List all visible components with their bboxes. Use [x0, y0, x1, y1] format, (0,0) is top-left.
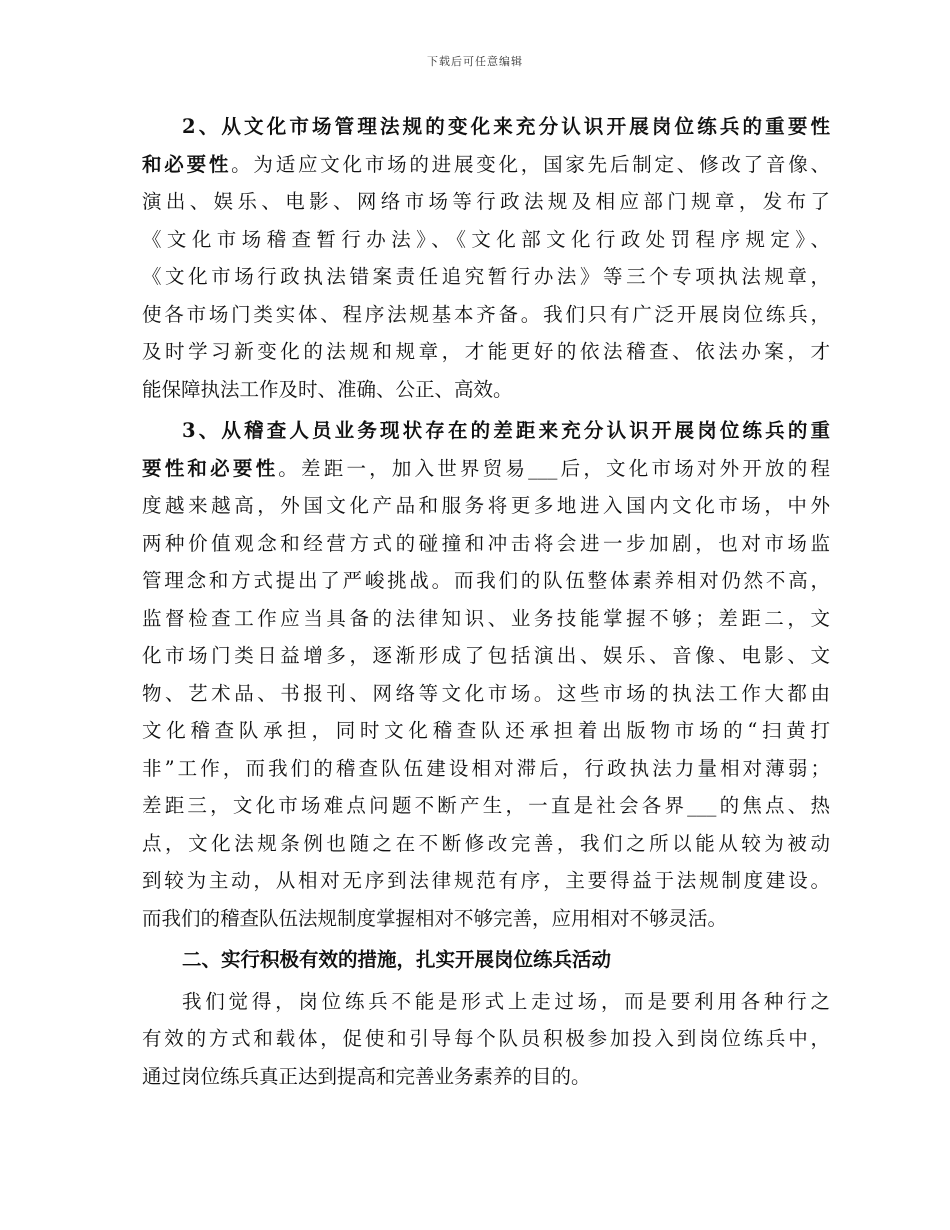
text-line — [142, 258, 830, 296]
page-header-note: 下载后可任意编辑 — [427, 55, 523, 68]
text-line — [142, 412, 830, 450]
document-body — [142, 108, 830, 1095]
text-line — [142, 787, 830, 825]
text-segment: 化市场门类日益增多，逐渐形成了包括演出、娱乐、音像、电影、文 — [142, 644, 830, 667]
text-segment: 使各市场门类实体、程序法规基本齐备。我们只有广泛开展岗位练兵， — [142, 302, 830, 326]
paragraph — [142, 108, 830, 408]
text-segment: 文化稽查队承担，同时文化稽查队还承担着出版物市场的“扫黄打 — [142, 719, 830, 742]
paragraph — [142, 941, 830, 979]
text-segment: 有效的方式和载体，促使和引导每个队员积极参加投入到岗位练兵中， — [142, 1027, 830, 1050]
text-segment: 能保障执法工作及时、准确、公正、高效。 — [142, 377, 513, 401]
text-line — [142, 941, 830, 979]
text-segment: 点，文化法规条例也随之在不断修改完善，我们之所以能从较为被动 — [142, 831, 830, 855]
bold-text-segment: 和必要性 — [142, 152, 232, 176]
text-line — [142, 1058, 830, 1096]
text-line — [142, 221, 830, 259]
text-line — [142, 600, 830, 638]
text-line — [142, 333, 830, 371]
text-segment: 监督检查工作应当具备的法律知识、业务技能掌握不够；差距二，文 — [142, 606, 830, 630]
text-segment: 《文化市场行政执法错案责任追究暂行办法》等三个专项执法规章， — [142, 265, 830, 288]
text-segment: 管理念和方式提出了严峻挑战。而我们的队伍整体素养相对仍然不高， — [142, 569, 830, 592]
text-line — [142, 1020, 830, 1058]
text-line — [142, 825, 830, 863]
text-line — [142, 675, 830, 713]
bold-text-segment: 要性和必要性 — [142, 456, 279, 480]
text-line — [142, 183, 830, 221]
text-line — [142, 637, 830, 675]
text-segment: 及时学习新变化的法规和规章，才能更好的依法稽查、依法办案，才 — [142, 340, 830, 363]
text-line — [142, 562, 830, 600]
text-line — [142, 525, 830, 563]
bold-text-segment: 2、从文化市场管理法规的变化来充分认识开展岗位练兵的重要性 — [182, 115, 830, 138]
text-segment: 非”工作，而我们的稽查队伍建设相对滞后，行政执法力量相对薄弱； — [142, 756, 830, 780]
text-line — [142, 296, 830, 334]
text-segment: 《文化市场稽查暂行办法》、《文化部文化行政处罚程序规定》、 — [142, 227, 830, 251]
text-line — [142, 862, 830, 900]
text-segment: 差距三，文化市场难点问题不断产生，一直是社会各界___的焦点、热 — [142, 794, 830, 817]
text-segment: 而我们的稽查队伍法规制度掌握相对不够完善，应用相对不够灵活。 — [142, 906, 728, 930]
text-segment: 通过岗位练兵真正达到提高和完善业务素养的目的。 — [142, 1064, 591, 1088]
text-line — [142, 750, 830, 788]
text-segment: 演出、娱乐、电影、网络市场等行政法规及相应部门规章，发布了 — [142, 190, 830, 213]
text-segment: 到较为主动，从相对无序到法律规范有序，主要得益于法规制度建设。 — [142, 869, 830, 892]
text-line — [142, 371, 830, 409]
text-line — [142, 487, 830, 525]
text-line — [142, 108, 830, 146]
text-segment: 两种价值观念和经营方式的碰撞和冲击将会进一步加剧，也对市场监 — [142, 531, 830, 555]
text-line — [142, 712, 830, 750]
text-segment: 物、艺术品、书报刊、网络等文化市场。这些市场的执法工作大都由 — [142, 681, 830, 705]
bold-text-segment: 3、从稽查人员业务现状存在的差距来充分认识开展岗位练兵的重 — [182, 419, 830, 442]
text-segment: 。差距一，加入世界贸易___后，文化市场对外开放的程 — [278, 456, 830, 480]
paragraph — [142, 983, 830, 1096]
text-line — [142, 983, 830, 1021]
paragraph — [142, 412, 830, 937]
text-line — [142, 450, 830, 488]
bold-text-segment: 二、实行积极有效的措施，扎实开展岗位练兵活动 — [182, 948, 612, 971]
text-line — [142, 900, 830, 938]
text-line — [142, 146, 830, 184]
text-segment: 。为适应文化市场的进展变化，国家先后制定、修改了音像、 — [231, 152, 830, 176]
text-segment: 我们觉得，岗位练兵不能是形式上走过场，而是要利用各种行之 — [182, 989, 830, 1013]
text-segment: 度越来越高，外国文化产品和服务将更多地进入国内文化市场，中外 — [142, 494, 830, 517]
